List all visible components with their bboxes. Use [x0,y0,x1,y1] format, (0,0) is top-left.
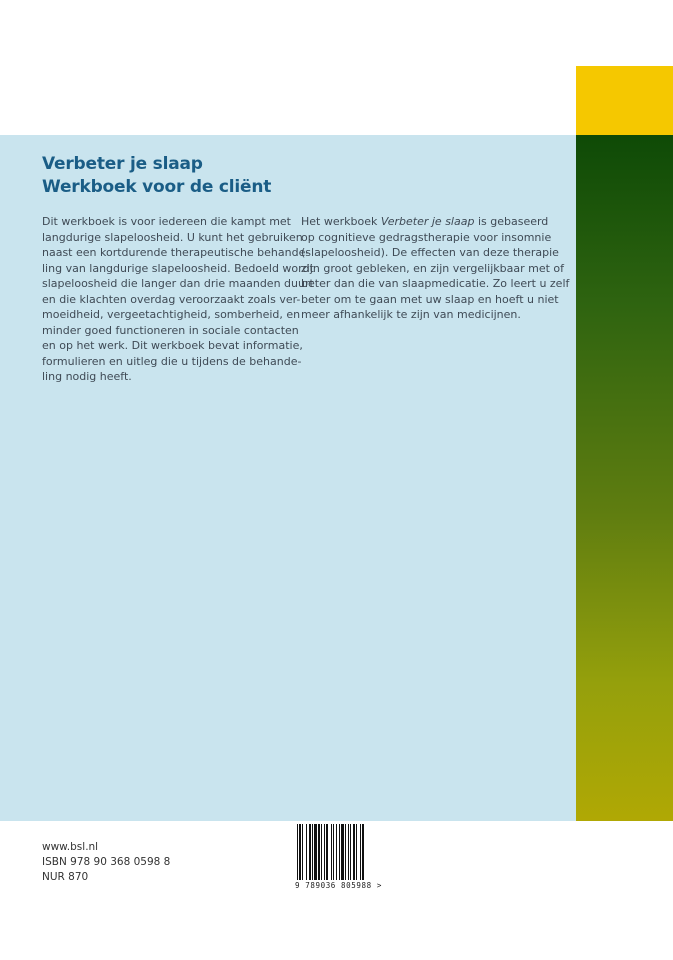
description-right-column [301,214,570,323]
text-line: minder goed functioneren in sociale contacten [42,323,299,337]
text-line: slapeloosheid die langer dan drie maanden duurt [42,277,314,290]
text-line: moeidheid, vergeetachtigheid, somberheid, en [42,308,301,321]
text-line: ling van langdurige slapeloosheid. Bedoeld wordt [42,261,314,275]
yellow-accent-block [576,66,673,135]
text-line: meer afhankelijk te zijn van medicijnen. [301,308,521,321]
text-line: en die klachten overdag veroorzaakt zoals ver- [42,292,301,306]
text-line: naast een kortdurende therapeutische behande- [42,246,310,259]
book-subtitle: Werkboek voor de cliënt [42,177,272,197]
barcode-number: 9 789036 805988 > [295,881,382,890]
text-line: zijn groot gebleken, en zijn vergelijkbaar met of [301,261,565,275]
description-left-column [42,214,314,385]
website-url: www.bsl.nl [42,841,99,853]
text-line: beter dan die van slaapmedicatie. Zo leert u zelf [301,277,570,290]
top-margin [0,0,576,135]
text-suffix: is gebaseerd [474,215,549,228]
text-line: beter om te gaan met uw slaap en hoeft u niet [301,292,559,306]
text-line-first [301,214,549,230]
text-prefix: Het werkboek [301,215,381,228]
text-line: (slapeloosheid). De effecten van deze therapie [301,246,559,259]
text-line: Dit werkboek is voor iedereen die kampt met [42,215,291,228]
green-gradient-bar [576,135,673,821]
text-line: ling nodig heeft. [42,370,132,383]
text-line: op cognitieve gedragstherapie voor insomnie [301,230,552,244]
text-line: en op het werk. Dit werkboek bevat informatie, [42,339,303,352]
nur-code: NUR 870 [42,871,89,883]
barcode-icon [296,824,384,880]
book-title-inline: Verbeter je slaap [380,215,475,228]
publication-info [42,840,170,885]
text-line: formulieren en uitleg die u tijdens de behande- [42,354,302,368]
isbn-number: ISBN 978 90 368 0598 8 [42,856,171,868]
book-title: Verbeter je slaap [42,154,203,174]
text-line: langdurige slapeloosheid. U kunt het gebruiken [42,230,303,244]
